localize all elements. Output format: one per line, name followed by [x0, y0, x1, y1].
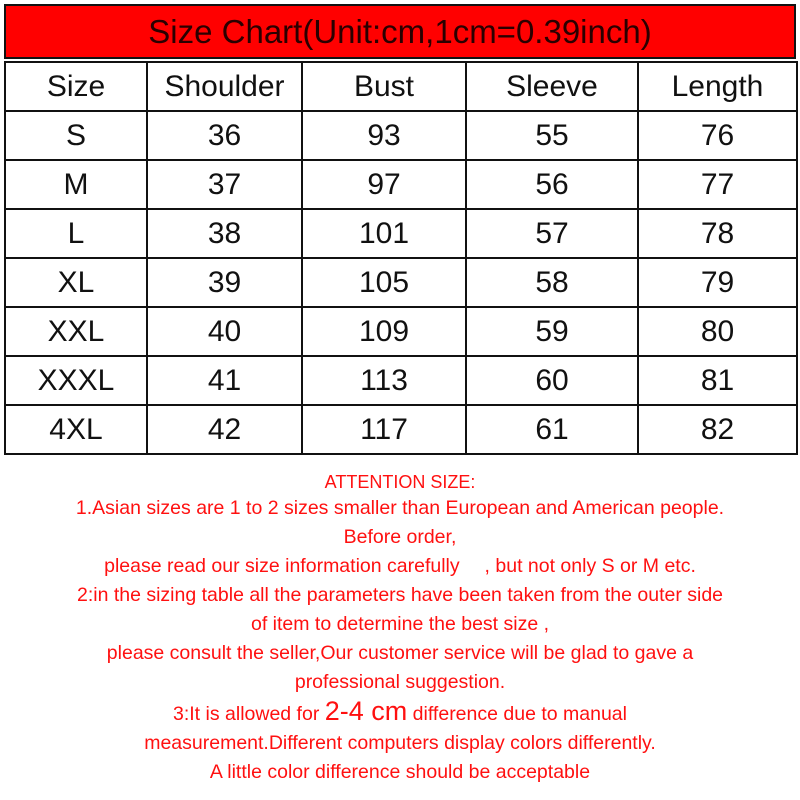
column-header: Bust: [302, 62, 466, 111]
table-cell: XL: [5, 258, 147, 307]
table-cell: 113: [302, 356, 466, 405]
note-line: of item to determine the best size ,: [250, 613, 550, 635]
table-row: [5, 111, 797, 160]
table-cell: L: [5, 209, 147, 258]
table-cell: 93: [302, 111, 466, 160]
table-cell: 78: [638, 209, 797, 258]
note-line: A little color difference should be acceptable: [209, 761, 591, 783]
table-cell: M: [5, 160, 147, 209]
column-header: Length: [638, 62, 797, 111]
table-cell: 57: [466, 209, 638, 258]
table-cell: 4XL: [5, 405, 147, 454]
note-line: measurement.Different computers display colors differently.: [144, 732, 656, 754]
note-line: please read our size information carefully , but not only S or M etc.: [104, 555, 696, 577]
header-row: [5, 62, 797, 111]
table-cell: 109: [302, 307, 466, 356]
table-cell: 117: [302, 405, 466, 454]
column-header: Shoulder: [147, 62, 302, 111]
table-row: [5, 356, 797, 405]
note-line: 2:in the sizing table all the parameters have been taken from the outer side: [76, 584, 724, 606]
notes-heading: ATTENTION SIZE:: [324, 472, 476, 492]
table-cell: 41: [147, 356, 302, 405]
table-cell: XXL: [5, 307, 147, 356]
note-line: 1.Asian sizes are 1 to 2 sizes smaller than European and American people.: [75, 497, 725, 519]
table-cell: 42: [147, 405, 302, 454]
table-cell: S: [5, 111, 147, 160]
table-cell: 40: [147, 307, 302, 356]
table-cell: 61: [466, 405, 638, 454]
note-3-highlight: 2-4 cm: [324, 696, 408, 726]
table-cell: 77: [638, 160, 797, 209]
note-line: professional suggestion.: [294, 671, 506, 693]
column-header: Size: [5, 62, 147, 111]
table-cell: 82: [638, 405, 797, 454]
table-row: [5, 160, 797, 209]
table-cell: 37: [147, 160, 302, 209]
table-row: [5, 258, 797, 307]
table-row: [5, 209, 797, 258]
column-header: Sleeve: [466, 62, 638, 111]
chart-title: Size Chart(Unit:cm,1cm=0.39inch): [4, 4, 796, 59]
table-cell: 59: [466, 307, 638, 356]
table-cell: 97: [302, 160, 466, 209]
table-cell: 60: [466, 356, 638, 405]
size-chart: [4, 4, 796, 455]
table-cell: 55: [466, 111, 638, 160]
note-3-suffix: difference due to manual: [407, 703, 627, 725]
table-cell: XXXL: [5, 356, 147, 405]
table-cell: 56: [466, 160, 638, 209]
table-cell: 58: [466, 258, 638, 307]
table-cell: 105: [302, 258, 466, 307]
size-table: [4, 61, 798, 455]
note-line: Before order,: [343, 526, 457, 548]
table-cell: 76: [638, 111, 797, 160]
table-row: [5, 307, 797, 356]
note-3-prefix: 3:It is allowed for: [173, 703, 325, 725]
table-row: [5, 405, 797, 454]
table-cell: 81: [638, 356, 797, 405]
attention-notes: [0, 470, 800, 787]
note-line: please consult the seller,Our customer service will be glad to gave a: [106, 642, 694, 664]
table-cell: 39: [147, 258, 302, 307]
table-cell: 101: [302, 209, 466, 258]
table-cell: 38: [147, 209, 302, 258]
table-cell: 79: [638, 258, 797, 307]
note-3-line: [0, 697, 800, 729]
table-cell: 80: [638, 307, 797, 356]
table-cell: 36: [147, 111, 302, 160]
